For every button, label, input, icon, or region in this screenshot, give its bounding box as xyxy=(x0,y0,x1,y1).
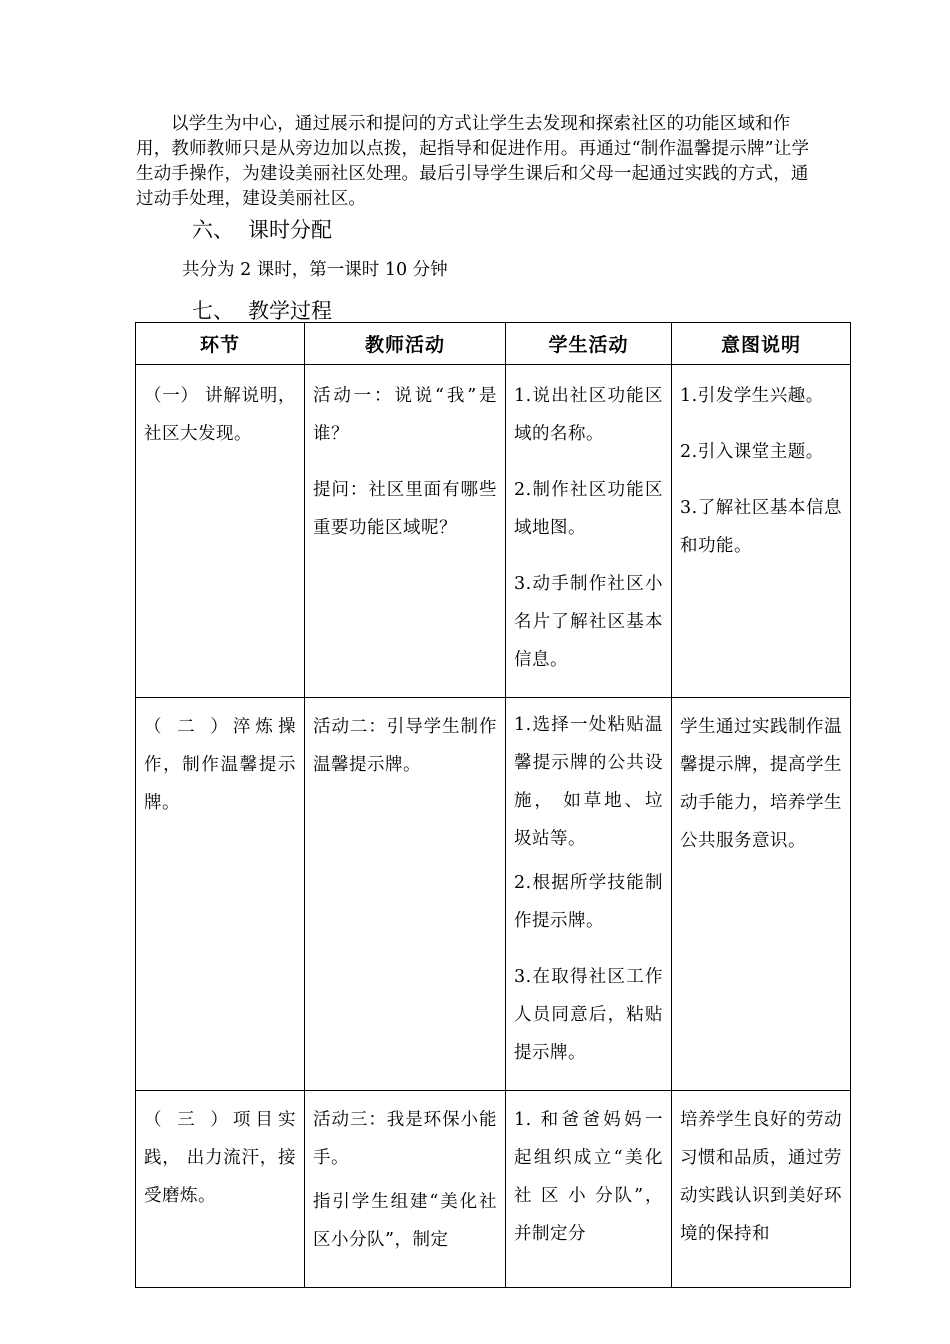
teacher-text: 提问：社区里面有哪些重要功能区域呢？ xyxy=(313,480,497,538)
intent-text: 学生通过实践制作温馨提示牌，提高学生动手能力，培养学生公共服务意识。 xyxy=(680,717,842,851)
stage-cell xyxy=(136,698,305,1091)
section-6-heading xyxy=(192,216,332,244)
section-7-title: 教学过程 xyxy=(248,299,332,323)
section-6-text: 共分为 2 课时，第一课时 10 分钟 xyxy=(182,260,448,280)
intent-text: 培养学生良好的劳动习惯和品质，通过劳动实践认识到美好环境的保持和 xyxy=(680,1110,842,1244)
header-teacher-activity: 教师活动 xyxy=(305,323,506,365)
table-header-row xyxy=(136,323,851,365)
student-text: 1.选择一处粘贴温馨提示牌的公共设施， 如草地、垃圾站等。 xyxy=(514,715,663,849)
table-row xyxy=(136,365,851,698)
stage-cell xyxy=(136,365,305,698)
student-text: 3.在取得社区工作人员同意后，粘贴提示牌。 xyxy=(514,967,663,1063)
stage-cell xyxy=(136,1091,305,1288)
student-cell xyxy=(506,698,672,1091)
table-row xyxy=(136,1091,851,1288)
intent-text: 1.引发学生兴趣。 xyxy=(680,386,824,406)
student-text: 1. 和爸爸妈妈一起组织成立“美化 社 区 小 分队”，并制定分 xyxy=(514,1110,663,1244)
intent-text: 3.了解社区基本信息和功能。 xyxy=(680,498,842,556)
header-student-activity: 学生活动 xyxy=(506,323,672,365)
student-text: 3.动手制作社区小名片了解社区基本信息。 xyxy=(514,574,663,670)
teacher-cell xyxy=(305,1091,506,1288)
table-row xyxy=(136,698,851,1091)
teacher-cell xyxy=(305,365,506,698)
teacher-cell xyxy=(305,698,506,1091)
teacher-text: 活动三：我是环保小能手。 xyxy=(313,1110,497,1168)
student-cell xyxy=(506,365,672,698)
section-6-number: 六、 xyxy=(192,218,234,242)
intro-paragraph: 以学生为中心，通过展示和提问的方式让学生去发现和探索社区的功能区域和作用，教师教师只是从旁边加以点拨，起指导和促进作用。再通过“制作温馨提示牌”让学生动手操作，为建设美丽社区处理。最后引导学生课后和父母一起通过实践的方式，通过动手处理，建设美丽社区。 xyxy=(136,114,810,209)
stage-text: （ 二 ）淬炼操作，制作温馨提示牌。 xyxy=(144,717,296,813)
intent-cell xyxy=(672,1091,851,1288)
teacher-text: 活动一：说说“我”是谁？ xyxy=(313,386,497,444)
student-text: 2.制作社区功能区域地图。 xyxy=(514,480,663,538)
header-stage: 环节 xyxy=(136,323,305,365)
stage-text: （一） 讲解说明，社区大发现。 xyxy=(144,386,296,444)
student-text: 2.根据所学技能制作提示牌。 xyxy=(514,873,663,931)
intent-cell xyxy=(672,698,851,1091)
intent-cell xyxy=(672,365,851,698)
teaching-process-table xyxy=(135,322,851,1288)
student-cell xyxy=(506,1091,672,1288)
section-7-number: 七、 xyxy=(192,299,234,323)
section-7-heading xyxy=(192,297,332,325)
stage-text: （ 三 ）项目实践， 出力流汗，接受磨炼。 xyxy=(144,1110,296,1206)
teacher-text: 活动二：引导学生制作温馨提示牌。 xyxy=(313,717,497,775)
section-6-title: 课时分配 xyxy=(248,218,332,242)
teacher-text: 指引学生组建“美化社区小分队”，制定 xyxy=(313,1192,497,1250)
header-intent: 意图说明 xyxy=(672,323,851,365)
intent-text: 2.引入课堂主题。 xyxy=(680,442,824,462)
student-text: 1.说出社区功能区域的名称。 xyxy=(514,386,663,444)
